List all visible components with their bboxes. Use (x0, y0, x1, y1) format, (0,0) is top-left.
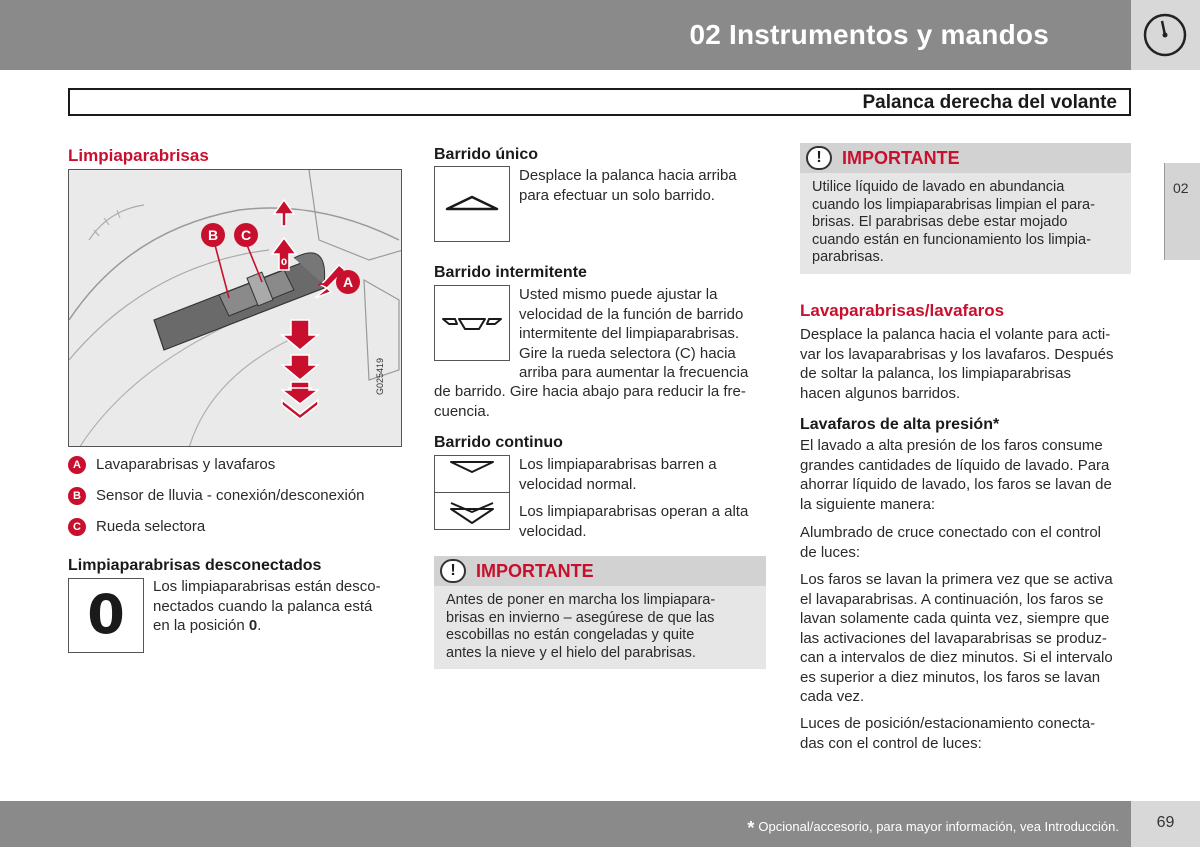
low-beam-text (800, 523, 1101, 562)
position-zero-icon-box (68, 578, 144, 653)
header-bar (0, 0, 1131, 70)
text-line: de luces: (800, 543, 861, 561)
text-line: cuencia. (434, 402, 490, 420)
text-line: var los lavaparabrisas y los lavafaros. Después (800, 345, 1114, 363)
text-line: de soltar la palanca, los limpiaparabrisas (800, 365, 1071, 382)
callout-b: B (201, 223, 225, 247)
figure-code: G025419 (375, 357, 385, 395)
high-pressure-text (800, 436, 1112, 514)
page-number-box (1131, 801, 1200, 847)
text-line: Utilice líquido de lavado en abundancia (812, 179, 1065, 195)
important-box-fluid (800, 143, 1131, 274)
text-line: Usted mismo puede ajustar la (519, 286, 718, 303)
text-line: cada vez. (800, 688, 865, 705)
legend-text: Rueda selectora (96, 518, 206, 535)
legend-text: Lavaparabrisas y lavafaros (96, 456, 276, 473)
important-title: IMPORTANTE (842, 148, 960, 168)
text-line: de barrido. Gire hacia abajo para reducir la fre- (434, 383, 746, 400)
important-header (434, 556, 766, 586)
wiper-lever-illustration (68, 169, 402, 447)
warning-icon: ! (806, 146, 832, 170)
footer-bar (0, 801, 1131, 847)
interval-wipe-icon (435, 286, 509, 360)
callout-c: C (234, 223, 258, 247)
continuous-normal-text (519, 455, 717, 494)
text-line: las activaciones del lavaparabrisas se produz- (800, 629, 1107, 647)
text-line: lavan solamente cada quinta vez, siempre que (800, 610, 1110, 627)
text-line: la siguiente manera: (800, 495, 936, 513)
single-wipe-icon (435, 167, 509, 241)
washer-text (800, 325, 1113, 403)
text-line: Antes de poner en marcha los limpiapara- (446, 592, 716, 608)
text-line: nectados cuando la palanca está (153, 597, 373, 615)
chapter-side-tab[interactable] (1164, 163, 1200, 260)
heading-washer: Lavaparabrisas/lavafaros (800, 301, 1005, 320)
text-line: cuando los limpiaparabrisas limpian el para- (812, 196, 1095, 213)
heading-single: Barrido único (434, 146, 539, 163)
footer-note-text: Opcional/accesorio, para mayor información, vea Introducción. (758, 819, 1119, 834)
asterisk: * (747, 818, 755, 838)
heading-interval: Barrido intermitente (434, 264, 587, 281)
interval-wipe-icon-box (434, 285, 510, 361)
text-line: Los limpiaparabrisas operan a alta (519, 503, 749, 520)
text-line: Los faros se lavan la primera vez que se activa (800, 571, 1113, 588)
single-text (519, 166, 737, 205)
important-title: IMPORTANTE (476, 561, 594, 581)
legend-item-b (68, 487, 365, 505)
legend-badge: B (68, 487, 86, 505)
single-wipe-icon-box (434, 166, 510, 242)
important-body (812, 179, 1095, 267)
text-span: en la posición (153, 617, 249, 634)
text-line: intermitente del limpiaparabrisas. (519, 325, 740, 342)
text-line: es superior a diez minutos, los faros se lavan (800, 668, 1101, 686)
text-line: can a intervalos de diez minutos. Si el intervalo (800, 649, 1113, 666)
text-line: El lavado a alta presión de los faros consume (800, 437, 1103, 454)
zero-position-icon: 0 (87, 583, 125, 646)
heading-limpiaparabrisas: Limpiaparabrisas (68, 146, 209, 165)
text-line: grandes cantidades de líquido de lavado. Para (800, 456, 1110, 474)
legend-text: Sensor de lluvia - conexión/desconexión (96, 487, 365, 504)
text-line: brisas. El parabrisas debe estar mojado (812, 214, 1068, 230)
heading-off: Limpiaparabrisas desconectados (68, 557, 322, 574)
heading-high-pressure: Lavafaros de alta presión* (800, 416, 1000, 433)
svg-text:0: 0 (280, 258, 288, 268)
interval-text-wrap (519, 285, 748, 383)
text-line: hacen algunos barridos. (800, 384, 961, 402)
text-line: Alumbrado de cruce conectado con el control (800, 524, 1102, 541)
lever-drawing (69, 170, 402, 447)
interval-text-full (434, 382, 746, 421)
text-span: . (257, 617, 262, 634)
text-line: Luces de posición/estacionamiento conecta- (800, 715, 1096, 732)
legend-item-c (68, 518, 205, 536)
continuous-high-text (519, 502, 748, 541)
position-lights-text (800, 714, 1095, 753)
chapter-icon-box (1131, 0, 1200, 70)
legend-item-a (68, 456, 275, 474)
important-body (446, 592, 715, 662)
text-line: Gire la rueda selectora (C) hacia (519, 344, 736, 362)
text-line: escobillas no están congeladas y quite (446, 627, 695, 643)
text-line: antes la nieve y el hielo del parabrisas. (446, 644, 696, 661)
side-tab-label: 02 (1173, 180, 1189, 196)
text-line (153, 616, 381, 636)
text-line: das con el control de luces: (800, 734, 982, 752)
normal-speed-icon (435, 456, 509, 492)
text-line: Los limpiaparabrisas barren a (519, 456, 717, 473)
section-header (68, 88, 1131, 116)
text-line: Desplace la palanca hacia arriba (519, 167, 737, 184)
text-line: cuando están en funcionamiento los limpia- (812, 231, 1091, 248)
text-line: brisas en invierno – asegúrese de que las (446, 609, 715, 626)
legend-badge: A (68, 456, 86, 474)
legend-badge: C (68, 518, 86, 536)
text-line: el lavaparabrisas. A continuación, los faros se (800, 590, 1104, 608)
page-number: 69 (1156, 814, 1175, 831)
continuous-wipe-icon-box (434, 455, 510, 530)
gauge-icon (1142, 12, 1188, 58)
text-line: Desplace la palanca hacia el volante para acti- (800, 326, 1111, 343)
text-line: parabrisas. (812, 249, 884, 265)
chapter-title: 02 Instrumentos y mandos (689, 19, 1049, 50)
callout-a: A (336, 270, 360, 294)
heading-continuous: Barrido continuo (434, 434, 563, 451)
text-line: para efectuar un solo barrido. (519, 186, 715, 204)
high-speed-icon (435, 493, 509, 531)
text-line: Los limpiaparabrisas están desco- (153, 578, 381, 595)
wash-cycle-text (800, 570, 1113, 707)
text-line: velocidad. (519, 522, 587, 540)
text-line: velocidad normal. (519, 475, 637, 493)
important-header (800, 143, 1131, 173)
text-line: arriba para aumentar la frecuencia (519, 364, 749, 381)
important-box-winter (434, 556, 766, 669)
warning-icon: ! (440, 559, 466, 583)
section-title: Palanca derecha del volante (862, 92, 1117, 113)
footer-note (747, 818, 1119, 839)
position-zero-label: 0 (248, 617, 258, 634)
off-text (153, 577, 381, 636)
text-line: velocidad de la función de barrido (519, 305, 744, 323)
text-line: ahorrar líquido de lavado, los faros se lavan de (800, 476, 1112, 493)
